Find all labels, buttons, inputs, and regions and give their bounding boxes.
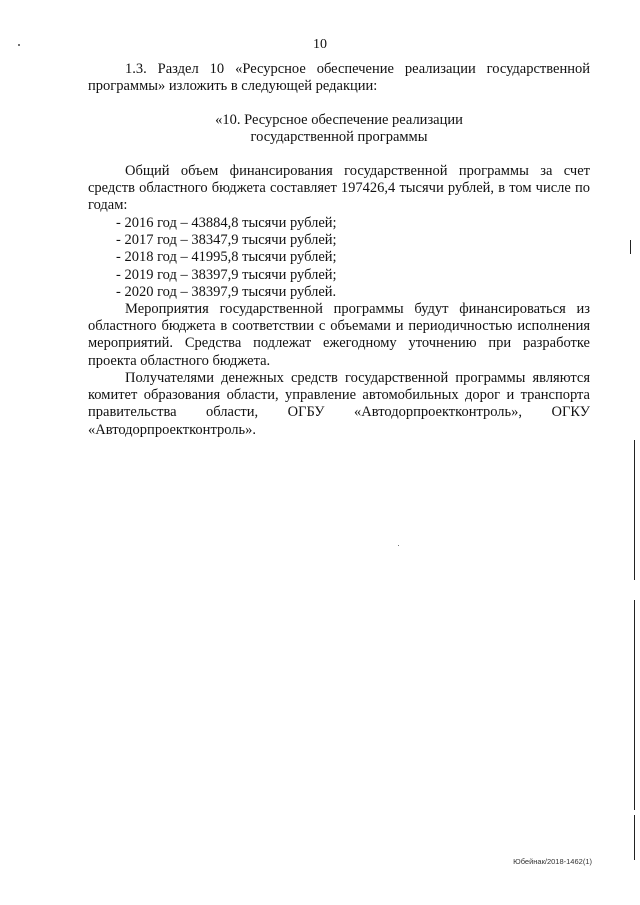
funding-paragraph-block [88, 163, 590, 215]
scan-edge-mark [630, 240, 631, 254]
year-item-2020: - 2020 год – 38397,9 тысячи рублей. [116, 283, 337, 300]
page-number: 10 [313, 37, 327, 52]
scan-edge-mark [634, 815, 635, 860]
section-title-line-2: государственной программы [250, 129, 428, 146]
scan-edge-mark [634, 600, 635, 810]
scan-speck [398, 545, 399, 546]
funding-paragraph: Общий объем финансирования государственной программы за счет средств областного бюджета составляет 197426,4 тысячи рублей, в том числе по годам: [88, 163, 590, 214]
section-title [88, 112, 590, 146]
year-item-2016: - 2016 год – 43884,8 тысячи рублей; [116, 215, 337, 231]
scan-edge-mark [634, 440, 635, 580]
recipients-paragraph-block [88, 370, 590, 439]
funding-by-year-list [116, 215, 337, 301]
year-item-2018: - 2018 год – 41995,8 тысячи рублей; [116, 249, 337, 266]
footer-document-code: Юбейнак/2018-1462(1) [513, 857, 592, 866]
intro-paragraph: 1.3. Раздел 10 «Ресурсное обеспечение реализации государственной программы» изложить в следующей редакции: [88, 61, 590, 95]
year-item-2017: - 2017 год – 38347,9 тысячи рублей; [116, 232, 337, 249]
scan-speck [18, 44, 20, 46]
section-title-line-1: «10. Ресурсное обеспечение реализации [215, 112, 463, 128]
year-item-2019: - 2019 год – 38397,9 тысячи рублей; [116, 266, 337, 283]
recipients-paragraph: Получателями денежных средств государственной программы являются комитет образования области, управление автомобильных дорог и транспорта правительства области, ОГБУ «Автодорпроектконтроль», ОГКУ «Автодорпроектконтроль». [88, 370, 590, 438]
measures-paragraph: Мероприятия государственной программы будут финансироваться из областного бюджета в соответствии с объемами и периодичностью исполнения мероприятий. Средства подлежат ежегодному уточнению при разработке проекта областного бюджета. [88, 301, 590, 369]
intro-paragraph-block [88, 61, 590, 95]
measures-paragraph-block [88, 301, 590, 370]
